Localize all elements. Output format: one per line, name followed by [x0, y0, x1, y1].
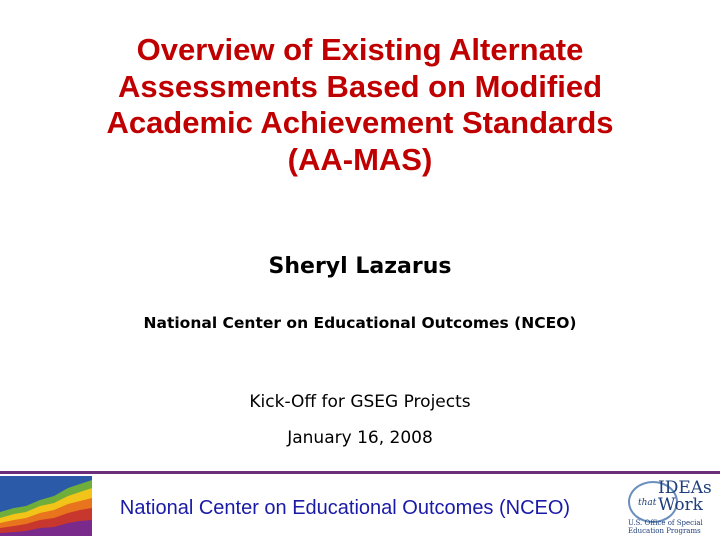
title-line-4: (AA-MAS) [287, 141, 433, 177]
ideas-that-work-logo [620, 478, 720, 538]
title-line-2: Assessments Based on Modified [117, 68, 603, 104]
presenter-name: Sheryl Lazarus [268, 254, 452, 279]
title-line-3: Academic Achievement Standards [106, 105, 614, 140]
footer-organization-name: National Center on Educational Outcomes (NCEO) [119, 497, 571, 519]
logo-program-line-2: Education Programs [628, 527, 701, 535]
footer-divider [0, 471, 720, 474]
event-date: January 16, 2008 [287, 428, 433, 448]
event-name: Kick-Off for GSEG Projects [249, 392, 471, 412]
logo-ideas-text: IDEAs [658, 478, 712, 498]
presenter-organization: National Center on Educational Outcomes (NCEO) [143, 314, 577, 332]
nceo-logo-icon [0, 476, 92, 536]
slide-title [20, 32, 700, 178]
logo-work-text: Work [658, 495, 703, 515]
logo-program-line-1: U.S. Office of Special [628, 519, 703, 527]
logo-program-text [628, 519, 720, 535]
logo-that-text: that [638, 498, 657, 508]
title-line-1: Overview of Existing Alternate [136, 32, 584, 67]
